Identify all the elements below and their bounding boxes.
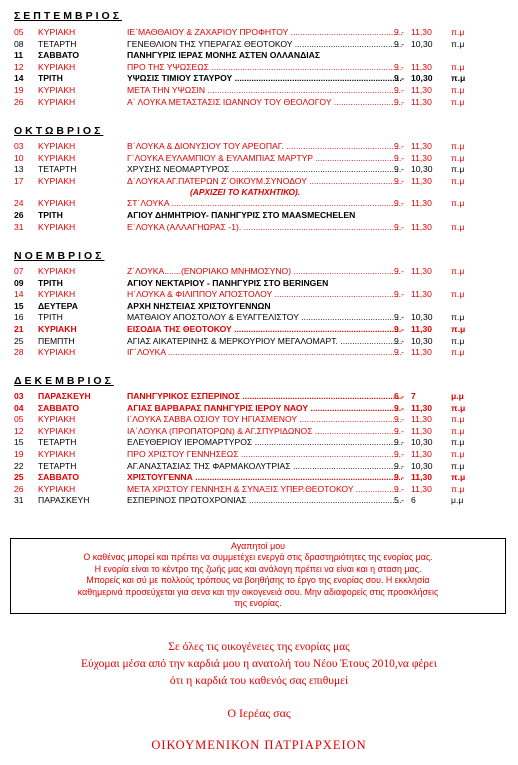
row-description: ΜΕΤΑ ΤΗΝ ΥΨΩΣΙΝ ..... [127,84,402,96]
row-description: Δ΄ΛΟΥΚΑ ΑΓ.ΠΑΤΕΡΩΝ Ζ΄ΟΙΚΟΥΜ.ΣΥΝΟΔΟΥ ..... [127,175,402,187]
row-period: π.μ [451,38,465,49]
row-start-time: 9 - [394,266,405,276]
schedule-row [14,209,514,221]
row-period: π.μ [451,483,465,494]
row-period: π.μ [451,289,465,300]
row-description: ΙΓ΄ΛΟΥΚΑ ..... [127,346,402,358]
schedule-row [14,494,514,506]
schedule-row [14,265,514,277]
row-period: π.μ [451,437,465,448]
row-end-time: 11,30 [411,152,432,163]
row-date: 03 [14,141,24,151]
schedule-row [14,436,514,448]
row-end-time: 11,30 [411,27,432,37]
row-end-time: 11,30 [411,266,432,276]
row-description: ΑΓΙΑΣ ΒΑΡΒΑΡΑΣ ΠΑΝΗΓΥΡΙΣ ΙΕΡΟΥ ΝΑΟΥ ..... [127,402,402,414]
row-date: 19 [14,449,24,459]
schedule-row [14,311,514,323]
row-date: 15 [14,437,24,448]
row-start-time: 9 - [394,85,405,95]
row-date: 12 [14,61,24,72]
row-day: ΚΥΡΙΑΚΗ [38,96,76,107]
schedule-row [14,460,514,472]
row-day: ΚΥΡΙΑΚΗ [38,221,76,232]
row-date: 03 [14,391,24,401]
row-start-time: 9 - [394,27,405,37]
row-start-time: 9 - [394,221,405,232]
row-start-time: 9 - [394,437,405,448]
schedule-row [14,483,514,495]
row-date: 15 [14,300,24,311]
row-end-time: 10,30 [411,73,433,84]
notice-title: Αγαπητοί μου [230,541,286,551]
row-end-time: 11,30 [411,85,432,95]
row-description: ΙΕ΄ΜΑΘΘΑΙΟΥ & ΖΑΧΑΡΙΟΥ ΠΡΟΦΗΤΟΥ ..... [127,26,402,38]
row-end-time: 11,30 [411,449,432,459]
row-date: 22 [14,460,24,471]
row-date: 13 [14,164,24,175]
row-date: 08 [14,38,24,49]
row-end-time: 11,30 [411,347,432,358]
row-day: ΚΥΡΙΑΚΗ [38,27,76,37]
notice-line: Ο καθένας μπορεί και πρέπει να συμμετέχει ενεργά στις δραστηριότητες της ενορίας μας. [83,552,433,563]
greeting-line: Εύχομαι μέσα από την καρδιά μου η ανατολή του Νέου Έτους 2010,να φέρει [81,658,437,670]
row-start-time: 9 - [394,414,405,425]
row-period: π.μ [451,449,465,459]
row-day: ΠΑΡΑΣΚΕΥΗ [38,391,91,401]
row-day: ΚΥΡΙΑΚΗ [38,324,77,334]
row-description: ΧΡΥΣΗΣ ΝΕΟΜΑΡΤΥΡΟΣ ..... [127,163,402,175]
row-description: ΠΑΝΗΓΥΡΙΣ ΙΕΡΑΣ ΜΟΝΗΣ ΑΣΤΕΝ ΟΛΛΑΝΔΙΑΣ [127,50,321,61]
notice-line: της ενορίας. [234,598,282,609]
row-date: 26 [14,96,24,107]
row-day: ΚΥΡΙΑΚΗ [38,152,76,163]
row-period: π.μ [451,141,465,151]
row-period: π.μ [451,472,466,483]
row-period: π.μ [451,460,465,471]
row-period: π.μ [451,73,466,84]
row-description: ΑΓΙΑΣ ΑΙΚΑΤΕΡΙΝΗΣ & ΜΕΡΚΟΥΡΙΟΥ ΜΕΓΑΛΟΜΑΡΤ. ..... [127,335,402,347]
row-description: ΠΡΟ ΧΡΙΣΤΟΥ ΓΕΝΝΗΣΕΩΣ ..... [127,448,402,460]
row-end-time: 10,30 [411,335,433,346]
row-period: π.μ [451,312,465,323]
row-end-time: 11,30 [411,472,433,483]
schedule-row [14,390,514,402]
row-end-time: 11,30 [411,289,432,300]
row-start-time: 9 - [394,483,405,494]
row-period: π.μ [451,335,465,346]
row-end-time: 11,30 [411,324,433,334]
row-start-time: 9 - [394,347,405,358]
row-description: ΑΓ.ΑΝΑΣΤΑΣΙΑΣ ΤΗΣ ΦΑΡΜΑΚΟΛΥΤΡΙΑΣ ..... [127,460,402,472]
row-description: ΧΡΙΣΤΟΥΓΕΝΝΑ ..... [127,471,402,483]
row-start-time: 6 - [394,391,405,401]
month-heading-october: ΟΚΤΩΒΡΙΟΣ [14,125,104,137]
row-end-time: 10,30 [411,460,433,471]
row-start-time: 9 - [394,425,405,436]
row-start-time: 9 - [394,164,405,175]
schedule-row [14,96,514,108]
schedule-row [14,72,514,84]
row-date: 12 [14,425,24,436]
row-end-time: 11,30 [411,198,432,209]
row-day: ΣΑΒΒΑΤΟ [38,402,80,413]
row-description: ΑΓΙΟΥ ΝΕΚΤΑΡΙΟΥ - ΠΑΝΗΓΥΡΙΣ ΣΤΟ BERINGEN [127,277,329,288]
schedule-row [14,175,514,187]
row-day: ΚΥΡΙΑΚΗ [38,266,76,276]
row-start-time: 9 - [394,38,405,49]
notice-box [10,538,506,614]
row-date: 05 [14,27,24,37]
row-description: ΙΑ΄ΛΟΥΚΑ (ΠΡΟΠΑΤΟΡΩΝ) & ΑΓ.ΣΠΥΡΙΔΩΝΟΣ ..... [127,425,402,437]
row-description: ΕΛΕΥΘΕΡΙΟΥ ΙΕΡΟΜΑΡΤΥΡΟΣ ..... [127,436,402,448]
row-description: ΜΕΤΑ ΧΡΙΣΤΟΥ ΓΕΝΝΗΣΗ & ΣΥΝΑΞΙΣ ΥΠΕΡ.ΘΕΟΤΟΚΟΥ ..... [127,483,402,495]
row-period: π.μ [451,221,465,232]
schedule-row [14,61,514,73]
row-date: 26 [14,210,24,220]
row-day: ΤΕΤΑΡΤΗ [38,38,77,49]
row-day: ΤΕΤΑΡΤΗ [38,437,77,448]
row-day: ΤΡΙΤΗ [38,277,63,288]
row-start-time: 9 - [394,61,405,72]
row-date: 16 [14,312,24,323]
row-date: 14 [14,73,24,84]
row-end-time: 7 [411,391,416,401]
row-start-time: 9 - [394,96,405,107]
row-day: ΠΕΜΠΤΗ [38,335,75,346]
patriarchate-title: ΟΙΚΟΥΜΕΝΙΚΟΝ ΠΑΤΡΙΑΡΧΕΙΟΝ [151,738,367,752]
greeting-line: ότι η καρδιά του καθενός σας επιθυμεί [169,675,349,687]
row-description: ΑΓΙΟΥ ΔΗΜΗΤΡΙΟΥ- ΠΑΝΗΓΥΡΙΣ ΣΤΟ MAASMECHELEN [127,210,356,220]
row-period: π.μ [451,96,465,107]
row-end-time: 10,30 [411,164,433,175]
row-day: ΚΥΡΙΑΚΗ [38,347,76,358]
row-day: ΚΥΡΙΑΚΗ [38,289,76,300]
row-description: Ι΄ΛΟΥΚΑ ΣΑΒΒΑ ΟΣΙΟΥ ΤΟΥ ΗΓΙΑΣΜΕΝΟΥ ..... [127,413,402,425]
row-description: Γ΄ΛΟΥΚΑ ΕΥΛΑΜΠΙΟΥ & ΕΥΛΑΜΠΙΑΣ ΜΑΡΤΥΡ ..... [127,152,402,164]
row-day: ΤΡΙΤΗ [38,210,63,220]
schedule-row [14,425,514,437]
row-date: 11 [14,50,24,61]
notice-line: καθημερινά προσεύχεται για σενα και την οικογενειά σου. Μην αδιαφορείς στις προσκλήσεις [77,586,439,597]
signature: Ο Ιερέας σας [227,706,291,720]
schedule-row [14,197,514,209]
schedule-row [14,402,514,414]
row-date: 19 [14,85,24,95]
row-period: μ.μ [451,391,464,401]
row-day: ΠΑΡΑΣΚΕΥΗ [38,495,90,506]
row-period: π.μ [451,152,465,163]
row-start-time: 9 - [394,324,405,334]
row-description: ΥΨΩΣΙΣ ΤΙΜΙΟΥ ΣΤΑΥΡΟΥ ..... [127,72,402,84]
row-date: 28 [14,347,24,358]
row-period: π.μ [451,198,465,209]
row-period: π.μ [451,402,466,413]
schedule-row [14,277,514,289]
schedule-row [14,288,514,300]
row-end-time: 11,30 [411,61,432,72]
row-description: ΜΑΤΘΑΙΟΥ ΑΠΟΣΤΟΛΟΥ & ΕΥΑΓΓΕΛΙΣΤΟΥ ..... [127,311,402,323]
row-description: ΕΙΣΟΔΙΑ ΤΗΣ ΘΕΟΤΟΚΟΥ ..... [127,323,402,335]
row-day: ΚΥΡΙΑΚΗ [38,414,76,425]
row-day: ΤΕΤΑΡΤΗ [38,164,77,175]
row-start-time: 9 - [394,312,405,323]
row-start-time: 9 - [394,141,405,151]
row-day: ΚΥΡΙΑΚΗ [38,483,76,494]
row-end-time: 11,30 [411,96,432,107]
schedule-row [14,335,514,347]
row-day: ΚΥΡΙΑΚΗ [38,175,76,186]
row-end-time: 11,30 [411,483,432,494]
row-description: ΕΣΠΕΡΙΝΟΣ ΠΡΩΤΟΧΡΟΝΙΑΣ ..... [127,494,402,506]
row-end-time: 11,30 [411,414,432,425]
row-description: Β΄ΛΟΥΚΑ & ΔΙΟΝΥΣΙΟΥ ΤΟΥ ΑΡΕΟΠΑΓ. ..... [127,140,402,152]
row-start-time: 9 - [394,402,405,413]
row-date: 25 [14,335,24,346]
row-end-time: 11,30 [411,425,432,436]
row-description: Α΄ ΛΟΥΚΑ ΜΕΤΑΣΤΑΣΙΣ ΙΩΑΝΝΟΥ ΤΟΥ ΘΕΟΛΟΓΟΥ ..... [127,96,402,108]
row-date: 25 [14,472,24,483]
row-period: π.μ [451,414,465,425]
row-date: 14 [14,289,24,300]
row-day: ΚΥΡΙΑΚΗ [38,61,76,72]
schedule-row [14,448,514,460]
schedule-row [14,346,514,358]
row-date: 26 [14,483,24,494]
row-period: π.μ [451,175,465,186]
row-description: ΑΡΧΗ ΝΗΣΤΕΙΑΣ ΧΡΙΣΤΟΥΓΕΝΝΩΝ [127,300,271,311]
row-end-time: 10,30 [411,437,433,448]
row-start-time: 9 - [394,175,405,186]
row-period: π.μ [451,425,465,436]
schedule-row [14,163,514,175]
catechism-note: (ΑΡΧΙΖΕΙ ΤΟ ΚΑΤΗΧΗΤΙΚΟ). [190,187,301,197]
row-period: π.μ [451,347,465,358]
row-date: 09 [14,277,24,288]
schedule-row [14,152,514,164]
row-period: π.μ [451,85,465,95]
row-start-time: 5 - [394,495,405,506]
row-day: ΔΕΥΤΕΡΑ [38,300,78,311]
row-day: ΣΑΒΒΑΤΟ [38,472,80,483]
row-day: ΚΥΡΙΑΚΗ [38,85,76,95]
schedule-row [14,323,514,335]
row-day: ΤΡΙΤΗ [38,73,63,84]
row-date: 31 [14,495,24,506]
row-date: 17 [14,175,24,186]
row-start-time: 9 - [394,335,405,346]
row-description: Ζ΄ΛΟΥΚΑ.......(ΕΝΟΡΙΑΚΟ ΜΝΗΜΟΣΥΝΟ) ..... [127,265,402,277]
schedule-row [14,221,514,233]
row-date: 07 [14,266,24,276]
row-start-time: 9 - [394,152,405,163]
month-heading-september: ΣΕΠΤΕΜΒΡΙΟΣ [14,10,123,22]
row-description: ΠΡΟ ΤΗΣ ΥΨΩΣΕΩΣ ..... [127,61,402,73]
row-date: 05 [14,414,24,425]
row-description: ΠΑΝΗΓΥΡΙΚΟΣ ΕΣΠΕΡΙΝΟΣ ..... [127,390,402,402]
month-heading-november: ΝΟΕΜΒΡΙΟΣ [14,250,105,262]
row-period: π.μ [451,61,465,72]
row-start-time: 9 - [394,449,405,459]
schedule-row [14,300,514,312]
row-day: ΚΥΡΙΑΚΗ [38,449,76,459]
row-date: 21 [14,324,24,334]
row-end-time: 11,30 [411,175,432,186]
row-start-time: 9 - [394,472,405,483]
row-date: 24 [14,198,24,209]
row-day: ΚΥΡΙΑΚΗ [38,198,76,209]
row-description: Ε΄ΛΟΥΚΑ (ΑΛΛΑΓΗΩΡΑΣ -1). ..... [127,221,402,233]
schedule-row [14,49,514,61]
schedule-row [14,140,514,152]
row-start-time: 9 - [394,460,405,471]
row-end-time: 11,30 [411,221,432,232]
row-day: ΣΑΒΒΑΤΟ [38,50,80,61]
row-end-time: 10,30 [411,312,433,323]
row-period: π.μ [451,324,466,334]
row-description: ΓΕΝΕΘΛΙΟΝ ΤΗΣ ΥΠΕΡΑΓΑΣ ΘΕΟΤΟΚΟΥ ..... [127,38,402,50]
row-day: ΚΥΡΙΑΚΗ [38,425,76,436]
row-description: ΣΤ΄ΛΟΥΚΑ ..... [127,197,402,209]
schedule-row [14,413,514,425]
row-day: ΤΕΤΑΡΤΗ [38,460,77,471]
row-start-time: 9 - [394,198,405,209]
row-end-time: 10,30 [411,38,433,49]
row-day: ΚΥΡΙΑΚΗ [38,141,76,151]
month-heading-december: ΔΕΚΕΜΒΡΙΟΣ [14,375,114,387]
row-end-time: 6 [411,495,416,506]
row-date: 04 [14,402,24,413]
row-start-time: 9 - [394,289,405,300]
row-period: μ.μ [451,495,464,506]
row-period: π.μ [451,27,465,37]
notice-line: Μπορείς και σύ με πολλούς τρόπους να βοηθήσης το έργο της ενορίας σου. Η εκκλησία [86,575,430,586]
schedule-row [14,84,514,96]
row-day: ΤΡΙΤΗ [38,312,63,323]
schedule-row [14,38,514,50]
row-end-time: 11,30 [411,141,432,151]
row-date: 31 [14,221,24,232]
schedule-row [14,26,514,38]
row-end-time: 11,30 [411,402,433,413]
row-start-time: 9 - [394,73,405,84]
greeting-line: Σε όλες τις οικογένειες της ενορίας μας [168,641,350,653]
row-date: 10 [14,152,24,163]
schedule-row [14,471,514,483]
row-period: π.μ [451,266,465,276]
notice-line: Η ενορία είναι το κέντρο της ζωής μας και ανάλογη πρέπει να είναι και η σταση μας. [94,563,422,574]
row-description: Η΄ΛΟΥΚΑ & ΦΙΛΙΠΠΟΥ ΑΠΟΣΤΟΛΟΥ ..... [127,288,402,300]
row-period: π.μ [451,164,465,175]
